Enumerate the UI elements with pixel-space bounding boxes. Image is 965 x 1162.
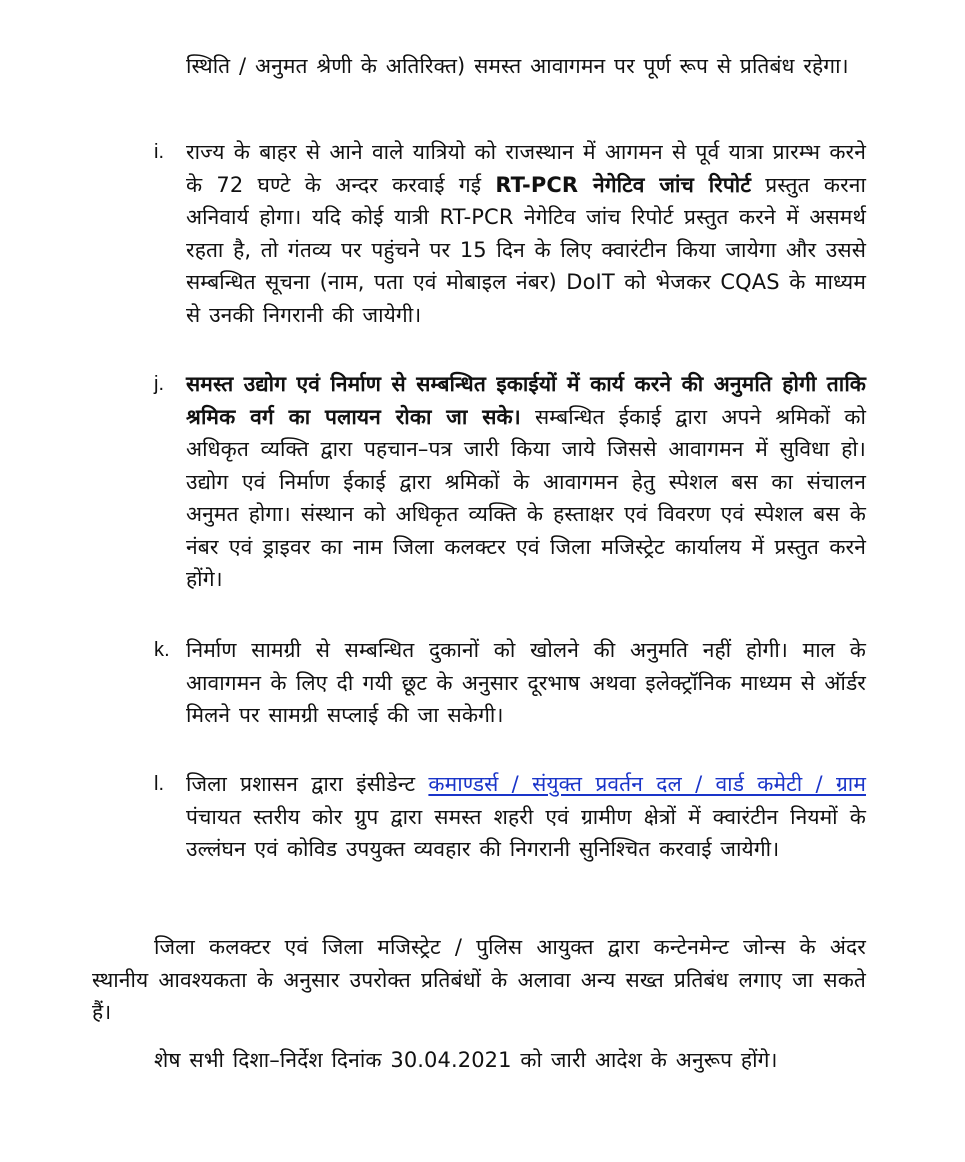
list-marker: l. [154,773,165,795]
list-item-text: जिला प्रशासन द्वारा इंसीडेन्ट कमाण्डर्स / संयुक्त प्रवर्तन दल / वार्ड कमेटी / ग्राम पंचायत स्तरीय कोर ग्रुप द्वारा समस्त शहरी एवं ग्रामीण क्षेत्रों में क्वारंटीन नियमों के उल्लंघन एवं कोविड उपयुक्त व्यवहार की निगरानी सुनिश्चित करवाई जायेगी। [186,772,866,861]
list-item-text: निर्माण सामग्री से सम्बन्धित दुकानों को खोलने की अनुमति नहीं होगी। माल के आवागमन के लिए दी गयी छूट के अनुसार दूरभाष अथवा इलेक्ट्रॉनिक माध्यम से ऑर्डर मिलने पर सामग्री सप्लाई की जा सकेगी। [186,638,866,727]
list-item-text: राज्य के बाहर से आने वाले यात्रियो को राजस्थान में आगमन से पूर्व यात्रा प्रारम्भ करने के 72 घण्टे के अन्दर करवाई गई RT-PCR नेगेटिव जांच रिपोर्ट प्रस्तुत करना अनिवार्य होगा। यदि कोई यात्री RT-PCR नेगेटिव जांच रिपोर्ट प्रस्तुत करने में असमर्थ रहता है, तो गंतव्य पर पहुंचने पर 15 दिन के लिए क्वारंटीन किया जायेगा और उससे सम्बन्धित सूचना (नाम, पता एवं मोबाइल नंबर) DoIT को भेजकर CQAS के माध्यम से उनकी निगरानी की जायेगी। [186,140,866,327]
list-marker: k. [154,639,170,661]
closing-paragraph: जिला कलक्टर एवं जिला मजिस्ट्रेट / पुलिस आयुक्त द्वारा कन्टेनमेन्ट जोन्स के अंदर स्थानीय आवश्यकता के अनुसार उपरोक्त प्रतिबंधों के अलावा अन्य सख्त प्रतिबंध लगाए जा सकते हैं। [92,935,866,1024]
final-note: शेष सभी दिशा–निर्देश दिनांक 30.04.2021 को जारी आदेश के अनुरूप होंगे। [154,1048,778,1072]
commanders-link[interactable]: कमाण्डर्स / संयुक्त प्रवर्तन दल / वार्ड कमेटी / ग्राम [428,772,866,796]
industry-permission-bold-text: समस्त उद्योग एवं निर्माण से सम्बन्धित इकाईयों में कार्य करने की अनुमति होगी ताकि श्रमिक वर्ग का पलायन रोका जा सके। [186,372,866,429]
list-marker: j. [154,373,165,395]
list-item-text: समस्त उद्योग एवं निर्माण से सम्बन्धित इकाईयों में कार्य करने की अनुमति होगी ताकि श्रमिक वर्ग का पलायन रोका जा सके। सम्बन्धित ईकाई द्वारा अपने श्रमिकों को अधिकृत व्यक्ति द्वारा पहचान–पत्र जारी किया जाये जिससे आवागमन में सुविधा हो। उद्योग एवं निर्माण ईकाई द्वारा श्रमिकों के आवागमन हेतु स्पेशल बस का संचालन अनुमत होगा। संस्थान को अधिकृत व्यक्ति के हस्ताक्षर एवं विवरण एवं स्पेशल बस के नंबर एवं ड्राइवर का नाम जिला कलक्टर एवं जिला मजिस्ट्रेट कार्यालय में प्रस्तुत करने होंगे। [186,372,866,591]
rt-pcr-bold-text: RT-PCR नेगेटिव जांच रिपोर्ट [495,172,752,197]
intro-paragraph: स्थिति / अनुमत श्रेणी के अतिरिक्त) समस्त आवागमन पर पूर्ण रूप से प्रतिबंध रहेगा। [186,54,849,78]
list-marker: i. [154,141,165,163]
